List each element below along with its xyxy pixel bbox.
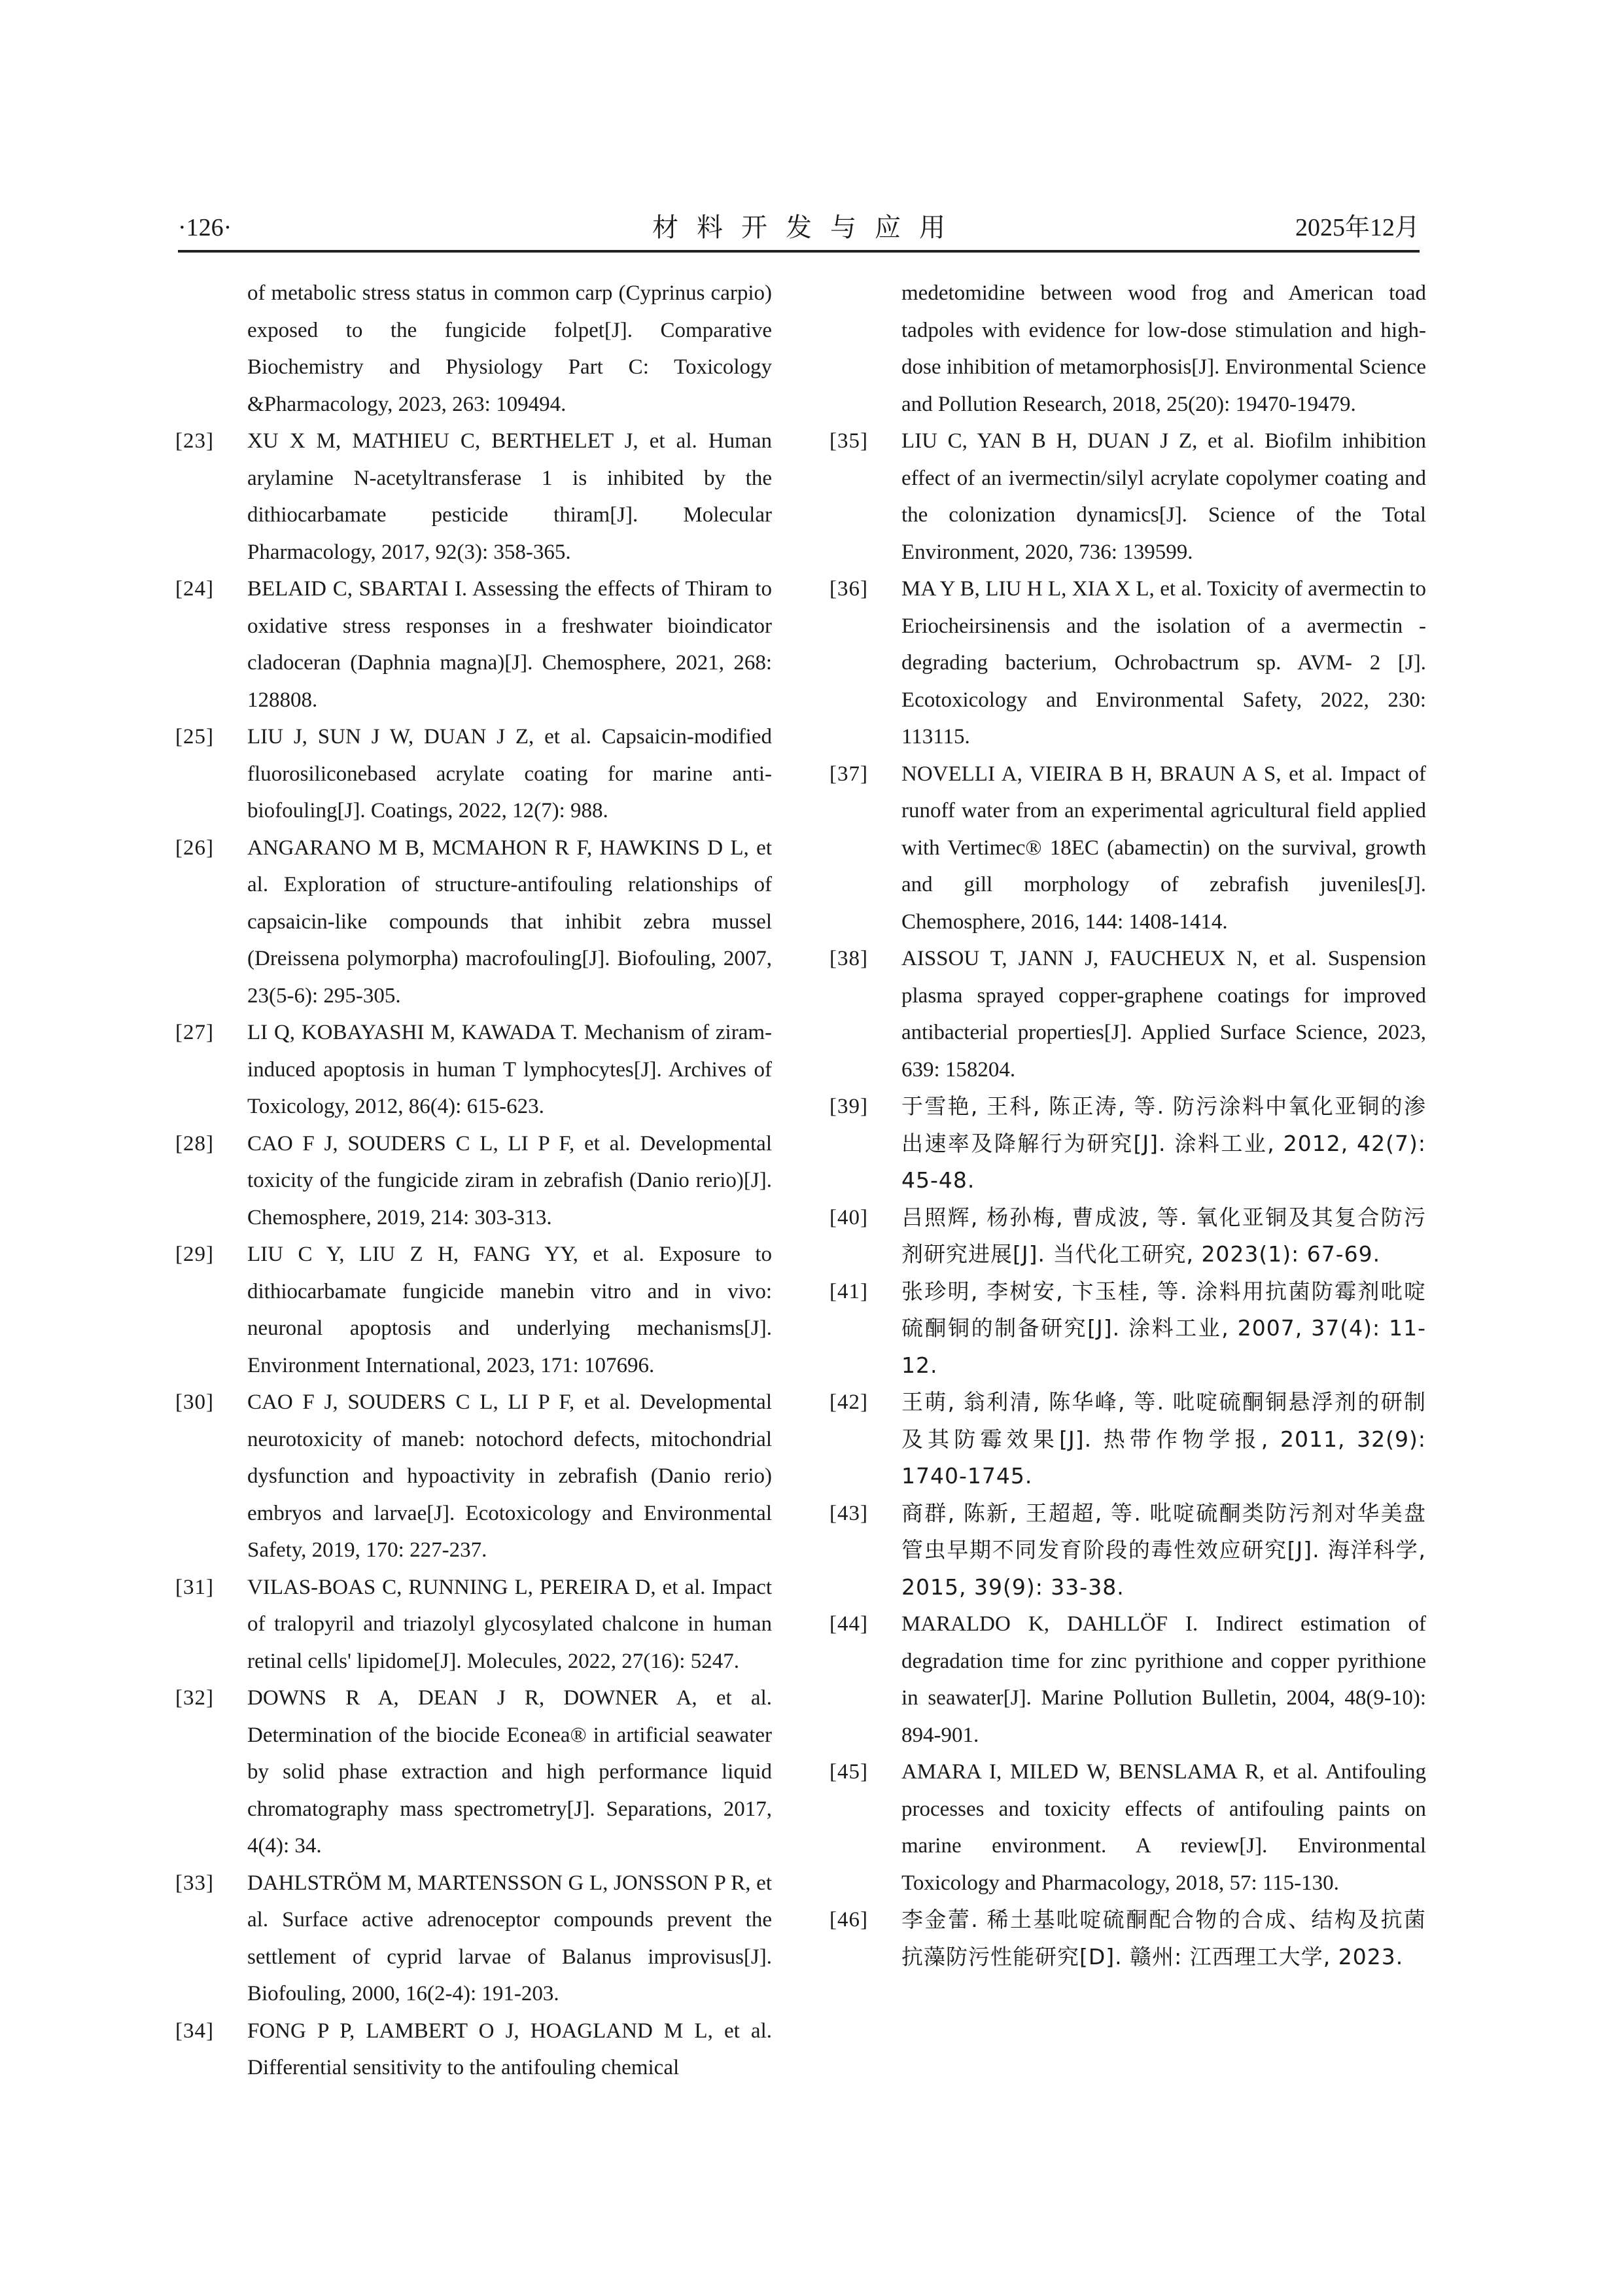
reference-text: AISSOU T, JANN J, FAUCHEUX N, et al. Suspension plasma sprayed copper-graphene coatings for improved antibacterial properties[J]. Applied Surface Science, 2023, 639: 158204. [901,947,1426,1082]
reference-number: [43] [829,1501,868,1525]
reference-number: [34] [175,2019,214,2043]
reference-text: LIU J, SUN J W, DUAN J Z, et al. Capsaicin-modified fluorosiliconebased acrylate coating for marine anti-biofouling[J]. Coatings, 2022, 12(7): 988. [247,725,772,822]
reference-entry [175,2013,772,2087]
reference-entry [829,275,1426,423]
reference-entry [175,1680,772,1865]
reference-text: LIU C Y, LIU Z H, FANG YY, et al. Exposure to dithiocarbamate fungicide manebin vitro and in vivo: neuronal apoptosis and underlying mechanisms[J]. Environment International, 2023, 171: 107696. [247,1243,772,1377]
reference-text: LI Q, KOBAYASHI M, KAWADA T. Mechanism of ziram-induced apoptosis in human T lymphocytes[J]. Archives of Toxicology, 2012, 86(4): 615-623. [247,1021,772,1118]
reference-entry [175,1384,772,1569]
reference-number: [40] [829,1205,868,1229]
reference-entry [829,423,1426,571]
reference-number: [33] [175,1871,214,1895]
reference-entry [829,1088,1426,1199]
issue-date: 2025年12月 [1295,214,1420,241]
reference-number: [41] [829,1279,868,1303]
reference-text: BELAID C, SBARTAI I. Assessing the effects of Thiram to oxidative stress responses in a freshwater bioindicator cladoceran (Daphnia magna)[J]. Chemosphere, 2021, 268: 128808. [247,577,772,712]
reference-entry [829,1901,1426,1975]
reference-text: 李金蕾. 稀土基吡啶硫酮配合物的合成、结构及抗菌抗藻防污性能研究[D]. 赣州: 江西理工大学, 2023. [901,1907,1426,1969]
reference-entry [829,571,1426,756]
reference-number: [30] [175,1390,214,1414]
reference-text: ANGARANO M B, MCMAHON R F, HAWKINS D L, et al. Exploration of structure-antifouling relationships of capsaicin-like compounds that inhibit zebra mussel (Dreissena polymorpha) macrofouling[J]. Biofouling, 2007, 23(5-6): 295-305. [247,836,772,1008]
reference-number: [46] [829,1908,868,1932]
reference-entry [829,756,1426,941]
reference-number: [26] [175,836,214,860]
reference-entry [829,1606,1426,1754]
reference-entry [829,1199,1426,1273]
reference-entry [829,1273,1426,1385]
reference-text: CAO F J, SOUDERS C L, LI P F, et al. Developmental toxicity of the fungicide ziram in zebrafish (Danio rerio)[J]. Chemosphere, 2019, 214: 303-313. [247,1131,772,1229]
reference-number: [23] [175,429,214,453]
reference-number: [28] [175,1131,214,1156]
reference-text: medetomidine between wood frog and American toad tadpoles with evidence for low-dose stimulation and high-dose inhibition of metamorphosis[J]. Environmental Science and Pollution Research, 2018, 25(20): 19470-19479. [901,281,1426,416]
reference-number: [39] [829,1095,868,1118]
reference-text: MA Y B, LIU H L, XIA X L, et al. Toxicity of avermectin to Eriocheirsinensis and the isolation of a avermectin - degrading bacterium, Ochrobactrum sp. AVM- 2 [J]. Ecotoxicology and Environmental Safety, 2022, 230: 113115. [901,577,1426,749]
reference-number: [37] [829,762,868,786]
reference-text: 吕照辉, 杨孙梅, 曹成波, 等. 氧化亚铜及其复合防污剂研究进展[J]. 当代化工研究, 2023(1): 67-69. [901,1204,1426,1267]
reference-number: [24] [175,577,214,601]
reference-text: MARALDO K, DAHLLÖF I. Indirect estimation of degradation time for zinc pyrithione and copper pyrithione in seawater[J]. Marine Pollution Bulletin, 2004, 48(9-10): 894-901. [901,1612,1426,1747]
reference-text: 商群, 陈新, 王超超, 等. 吡啶硫酮类防污剂对华美盘管虫早期不同发育阶段的毒性效应研究[J]. 海洋科学, 2015, 39(9): 33-38. [901,1500,1426,1600]
reference-entry [829,1495,1426,1606]
reference-number: [29] [175,1243,214,1266]
reference-entry [175,718,772,830]
reference-number: [45] [829,1760,868,1784]
reference-entry [175,830,772,1015]
reference-text: CAO F J, SOUDERS C L, LI P F, et al. Developmental neurotoxicity of maneb: notochord defects, mitochondrial dysfunction and hypoactivity in zebrafish (Danio rerio) embryos and larvae[J]. Ecotoxicology and Environmental Safety, 2019, 170: 227-237. [247,1390,772,1562]
reference-text: XU X M, MATHIEU C, BERTHELET J, et al. Human arylamine N-acetyltransferase 1 is inhibited by the dithiocarbamate pesticide thiram[J]. Molecular Pharmacology, 2017, 92(3): 358-365. [247,429,772,564]
reference-column-left [175,275,772,2087]
reference-entry [175,571,772,718]
reference-number: [31] [175,1575,214,1599]
reference-text: 于雪艳, 王科, 陈正涛, 等. 防污涂料中氧化亚铜的渗出速率及降解行为研究[J]. 涂料工业, 2012, 42(7): 45-48. [901,1093,1426,1193]
page-number: ·126· [178,214,232,241]
reference-text: AMARA I, MILED W, BENSLAMA R, et al. Antifouling processes and toxicity effects of antifouling paints on marine environment. A review[J]. Environmental Toxicology and Pharmacology, 2018, 57: 115-130. [901,1760,1426,1895]
reference-number: [27] [175,1021,214,1044]
reference-text: FONG P P, LAMBERT O J, HOAGLAND M L, et al. Differential sensitivity to the antifouling chemical [247,2019,772,2079]
reference-entry [175,1014,772,1125]
reference-entry [175,423,772,571]
reference-text: LIU C, YAN B H, DUAN J Z, et al. Biofilm inhibition effect of an ivermectin/silyl acrylate copolymer coating and the colonization dynamics[J]. Science of the Total Environment, 2020, 736: 139599. [901,429,1426,564]
journal-title: 材料开发与应用 [652,213,964,242]
reference-text: DAHLSTRÖM M, MARTENSSON G L, JONSSON P R, et al. Surface active adrenoceptor compounds prevent the settlement of cyprid larvae of Balanus improvisus[J]. Biofouling, 2000, 16(2-4): 191-203. [247,1871,772,2005]
reference-entry [829,1384,1426,1495]
reference-text: 王萌, 翁利清, 陈华峰, 等. 吡啶硫酮铜悬浮剂的研制及其防霉效果[J]. 热带作物学报, 2011, 32(9): 1740-1745. [901,1389,1426,1489]
reference-entry [829,940,1426,1088]
reference-entry [175,1236,772,1384]
reference-column-right [829,275,1426,1975]
reference-number: [38] [829,947,868,970]
reference-text: VILAS-BOAS C, RUNNING L, PEREIRA D, et al. Impact of tralopyril and triazolyl glycosylated chalcone in human retinal cells' lipidome[J]. Molecules, 2022, 27(16): 5247. [247,1575,772,1673]
reference-number: [44] [829,1612,868,1636]
reference-entry [175,275,772,423]
reference-number: [32] [175,1686,214,1710]
reference-number: [36] [829,577,868,601]
reference-text: DOWNS R A, DEAN J R, DOWNER A, et al. Determination of the biocide Econea® in artificial seawater by solid phase extraction and high performance liquid chromatography mass spectrometry[J]. Separations, 2017, 4(4): 34. [247,1686,772,1858]
header-rule [178,250,1420,253]
reference-number: [25] [175,725,214,749]
reference-text: NOVELLI A, VIEIRA B H, BRAUN A S, et al. Impact of runoff water from an experimental agricultural field applied with Vertimec® 18EC (abamectin) on the survival, growth and gill morphology of zebrafish juveniles[J]. Chemosphere, 2016, 144: 1408-1414. [901,762,1426,934]
reference-text: of metabolic stress status in common carp (Cyprinus carpio) exposed to the fungicide folpet[J]. Comparative Biochemistry and Physiology Part C: Toxicology &Pharmacology, 2023, 263: 109494. [247,281,772,416]
reference-number: [35] [829,429,868,453]
running-header [178,208,1420,247]
reference-text: 张珍明, 李树安, 卞玉桂, 等. 涂料用抗菌防霉剂吡啶硫酮铜的制备研究[J]. 涂料工业, 2007, 37(4): 11-12. [901,1278,1426,1378]
reference-entry [175,1125,772,1237]
reference-entry [175,1569,772,1680]
reference-entry [175,1865,772,2013]
reference-number: [42] [829,1390,868,1414]
reference-entry [829,1754,1426,1901]
